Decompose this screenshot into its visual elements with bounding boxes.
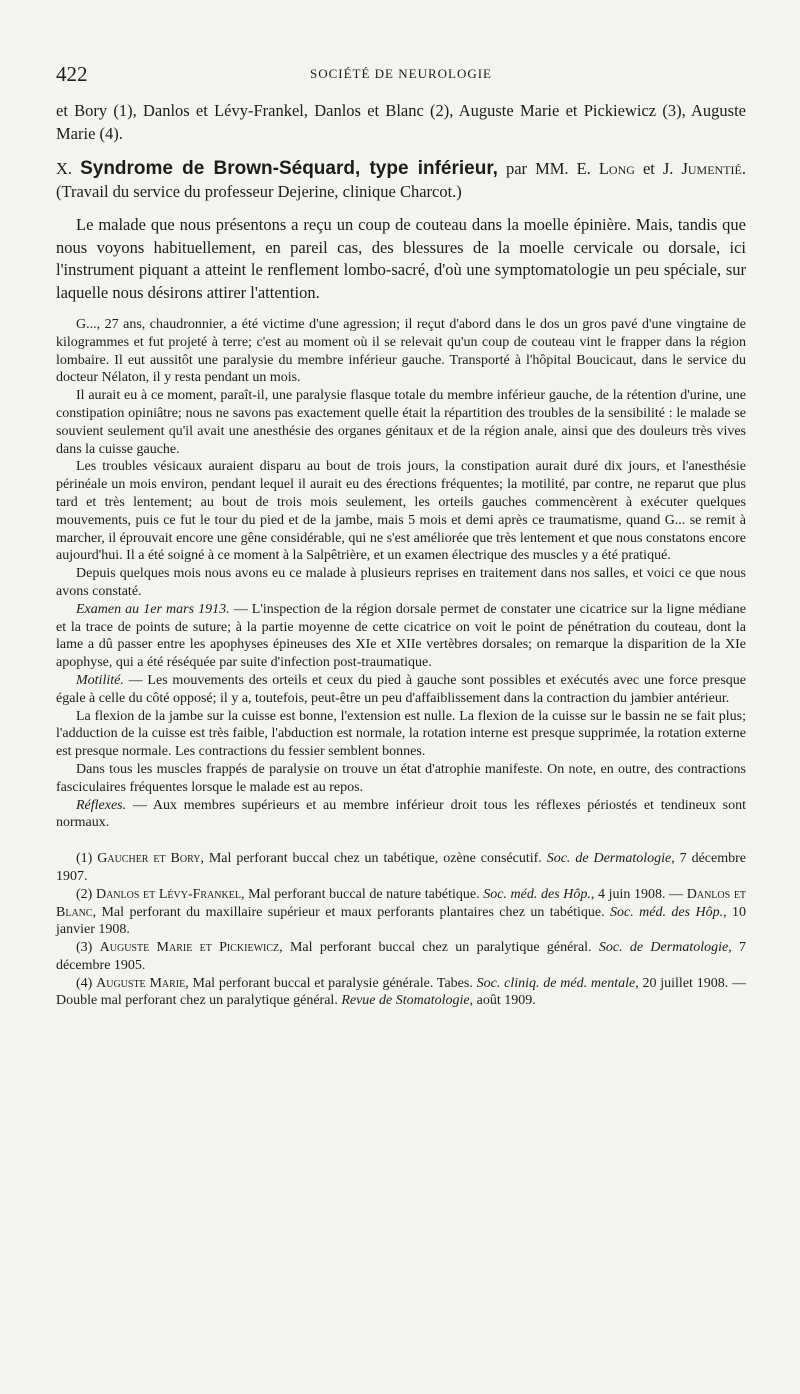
footnote	[56, 975, 746, 1011]
footnote-source: Soc. de Dermatologie	[598, 940, 729, 956]
footnote-date: , 7 décembre 1905.	[56, 940, 747, 973]
footnote-source: Revue de Stomatologie	[341, 993, 470, 1009]
motility-label: Motilité.	[76, 672, 124, 688]
affiliation: . (Travail du service du professeur Dejerine, clinique Charcot.)	[56, 159, 746, 201]
article-body	[56, 100, 746, 1010]
footnote-source: Soc. méd. des Hôp.	[483, 886, 591, 902]
footnote-date: , 7 décembre 1907.	[56, 851, 746, 884]
footnote-authors: Danlos et Blanc	[56, 886, 747, 920]
footnote-date: , août 1909.	[469, 993, 536, 1009]
reflexes-text: — Aux membres supérieurs et au membre inférieur droit tous les réflexes périostés et tendineux sont normaux.	[56, 797, 746, 831]
footnote-date: , 20 juillet 1908. — Double mal perforant chez un paralytique général.	[56, 975, 746, 1009]
case-paragraph: G..., 27 ans, chaudronnier, a été victime d'une agression; il reçut d'abord dans le dos un gros pavé d'une vingtaine de kilogrammes et fut projeté à terre; c'est au moment où il se relevait qu'un coup de couteau vint le frapper dans la région lombaire. Il eut aussitôt une paralysie du membre inférieur gauche. Transporté à l'hôpital Boucicaut, dans le service du docteur Nélaton, il y resta pendant un mois.	[56, 317, 746, 386]
intro-text: et Bory (1), Danlos et Lévy-Frankel, Danlos et Blanc (2), Auguste Marie et Pickiewicz (3), Auguste Marie (4).	[56, 101, 746, 143]
case-paragraph: Les troubles vésicaux auraient disparu au bout de trois jours, la constipation aurait duré dix jours, et l'anesthésie périnéale un mois environ, pendant lequel il aurait eu des érections fréquentes; la motilité, par contre, ne reparut que plus tard et très lentement; au bout de trois mois seulement, les orteils gauches commencèrent à exécuter quelques mouvements, puis ce fut le tour du pied et de la jambe, mais 5 mois et demi après ce traumatisme, quand G... se remit à marcher, il éprouvait encore une gêne considérable, qui ne s'est améliorée que très lentement et que nous constatons encore aujourd'hui. Il a été soigné à ce moment à la Salpêtrière, et un examen électrique des muscles y a été pratiqué.	[56, 459, 746, 564]
footnote-number: (2)	[76, 886, 93, 902]
motility-text: — Les mouvements des orteils et ceux du pied à gauche sont possibles et exécutés avec une force presque égale à celle du côté opposé; il y a, toutefois, peut-être un peu d'affaiblissement dans la contraction du jambier antérieur.	[56, 672, 746, 706]
footnote-date: , 10 janvier 1908.	[56, 904, 747, 938]
section-number: X.	[56, 159, 73, 178]
page-header	[56, 62, 746, 86]
running-title: SOCIÉTÉ DE NEUROLOGIE	[309, 66, 493, 81]
exam-label: Examen au 1er mars 1913.	[76, 601, 230, 617]
footnote	[56, 939, 746, 975]
section-title: Syndrome de Brown-Séquard, type inférieur,	[80, 158, 498, 179]
footnote-text: , Mal perforant buccal chez un paralytique général.	[279, 940, 599, 956]
case-paragraph: Depuis quelques mois nous avons eu ce malade à plusieurs reprises en traitement dans nos salles, et voici ce que nous avons constaté.	[56, 566, 746, 599]
footnote-source: Soc. de Dermatologie	[546, 851, 672, 867]
footnote-date: , 4 juin 1908. —	[590, 886, 687, 902]
case-paragraph: Dans tous les muscles frappés de paralysie on trouve un état d'atrophie manifeste. On note, en outre, des contractions fasciculaires fréquentes lorsque le malade est au repos.	[56, 761, 746, 795]
footnote-text: , Mal perforant buccal et paralysie générale. Tabes.	[185, 975, 477, 991]
authors-mid: et J.	[642, 159, 674, 178]
author-long: Long	[598, 159, 635, 178]
footnote-number: (3)	[76, 940, 93, 956]
section-heading	[56, 158, 746, 203]
footnotes	[56, 850, 746, 1010]
footnote	[56, 850, 746, 886]
reflexes-paragraph	[56, 797, 746, 833]
case-paragraph: La flexion de la jambe sur la cuisse est bonne, l'extension est nulle. La flexion de la cuisse sur le bassin ne se fait plus; l'adduction de la cuisse est très faible, l'abduction est normale, la rotation interne est presque supprimée, la rotation externe est presque normale. Les contractions du fessier semblent bonnes.	[56, 708, 746, 760]
footnote-text: , Mal perforant buccal de nature tabétique.	[240, 886, 484, 902]
footnote-authors: Auguste Marie et Pickiewicz	[99, 940, 280, 956]
footnote-text: , Mal perforant buccal chez un tabétique, ozène consécutif.	[200, 851, 547, 867]
exam-text: — L'inspection de la région dorsale permet de constater une cicatrice sur la ligne médiane et la trace de points de suture; à la partie moyenne de cette cicatrice on voit le point de pénétration du couteau, dont la lame a dû passer entre les apophyses épineuses des XIe et XIIe vertèbres dorsales; on remarque la disparition de la XIe apophyse, qui a été réséquée par suite d'infection post-traumatique.	[56, 601, 746, 671]
exam-paragraph	[56, 601, 746, 672]
reflexes-label: Réflexes.	[76, 797, 127, 813]
motility-paragraph	[56, 672, 746, 708]
footnote-authors: Auguste Marie	[96, 975, 186, 991]
footnote-text: , Mal perforant du maxillaire supérieur et maux perforants plantaires chez un tabétique.	[92, 904, 611, 920]
case-paragraph: Il aurait eu à ce moment, paraît-il, une paralysie flasque totale du membre inférieur gauche, de la rétention d'urine, une constipation opiniâtre; nous ne savons pas exactement quelle était la répartition des troubles de la sensibilité : le malade se souvient seulement qu'il avait une anesthésie des organes génitaux et de la région anale, ainsi que des douleurs très vives dans la cuisse gauche.	[56, 388, 746, 457]
footnote-authors: Danlos et Lévy-Frankel	[95, 886, 241, 902]
page-number: 422	[56, 62, 88, 86]
footnote	[56, 886, 746, 939]
footnote-number: (1)	[76, 851, 93, 867]
author-jumentie: Jumentié	[681, 159, 742, 178]
footnote-authors: Gaucher et Bory	[97, 851, 201, 867]
authors-prefix: par MM. E.	[505, 159, 591, 178]
footnote-source: Soc. cliniq. de méd. mentale	[476, 975, 636, 991]
lead-paragraph: Le malade que nous présentons a reçu un coup de couteau dans la moelle épinière. Mais, tandis que nous voyons habituellement, en pareil cas, des blessures de la moelle cervicale ou dorsale, ici l'instrument piquant a atteint le renflement lombo-sacré, d'où une symptomatologie un peu spéciale, sur laquelle nous désirons attirer l'attention.	[56, 215, 746, 302]
footnote-number: (4)	[76, 975, 93, 991]
footnote-source: Soc. méd. des Hôp.	[610, 904, 724, 920]
